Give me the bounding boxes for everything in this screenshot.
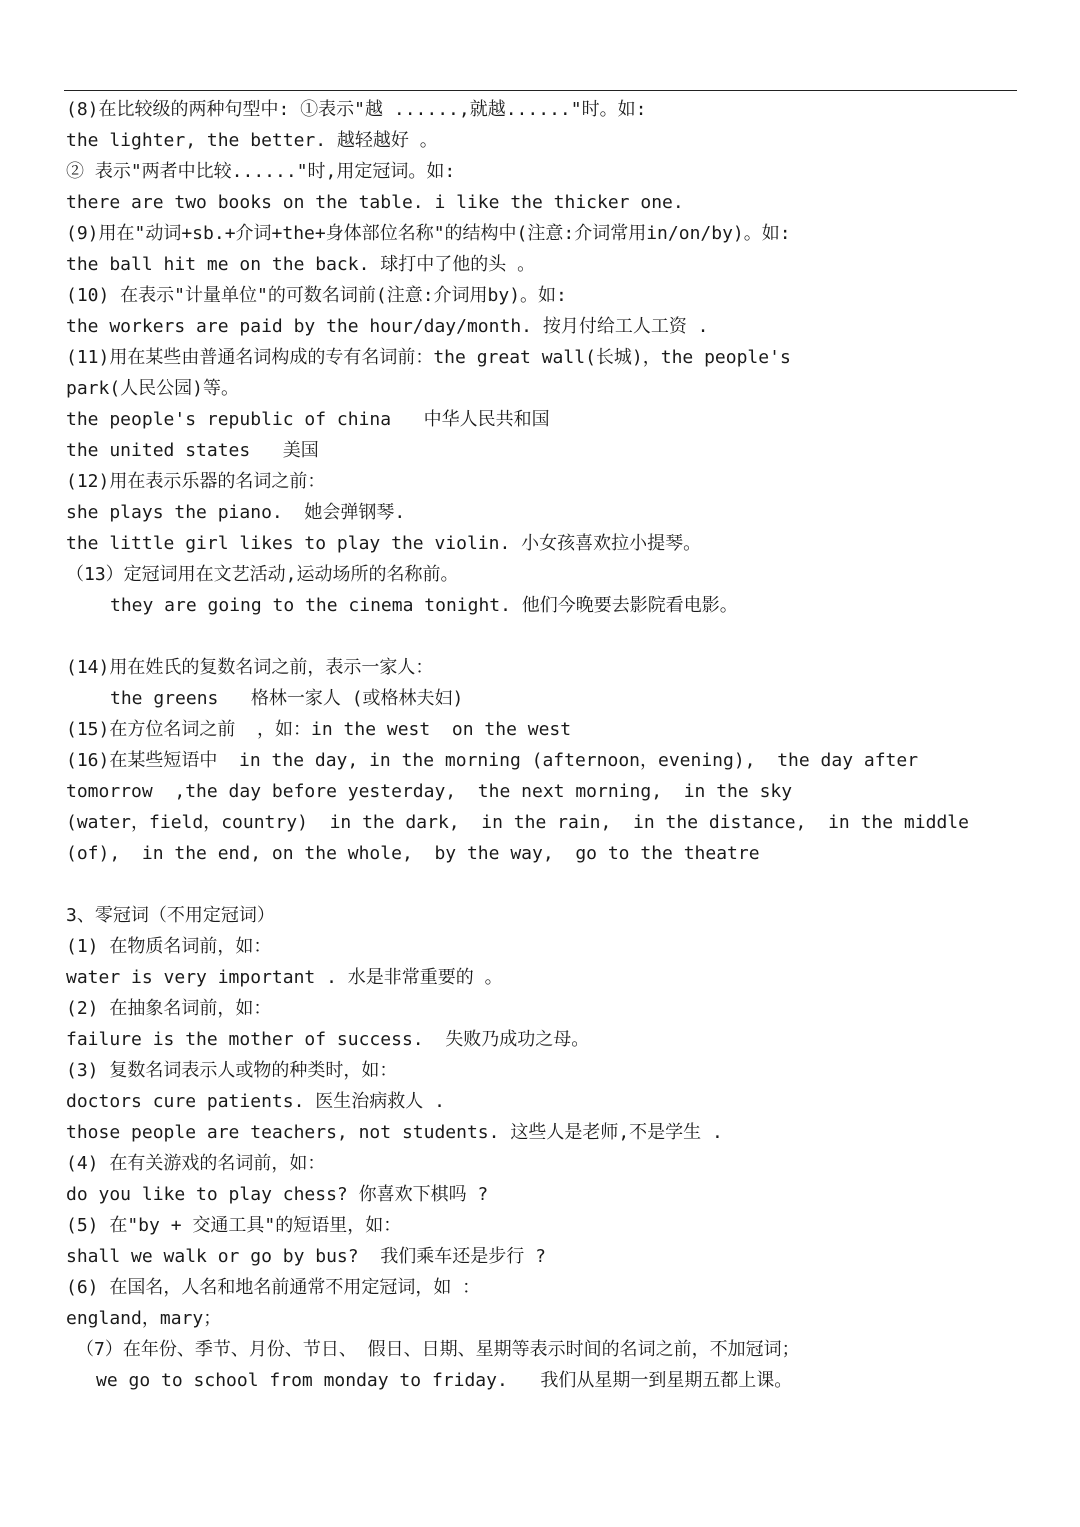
- text-line: (12)用在表示乐器的名词之前：: [66, 471, 326, 492]
- document-body: [66, 94, 1016, 1396]
- blank-line: [66, 869, 1016, 900]
- text-line: (15)在方位名词之前 ，如：in the west on the west: [66, 719, 572, 740]
- text-line: the greens 格林一家人 (或格林夫妇): [110, 688, 464, 709]
- text-line: doctors cure patients. 医生治病救人 .: [66, 1091, 445, 1112]
- text-line: do you like to play chess? 你喜欢下棋吗 ?: [66, 1184, 489, 1205]
- text-line: she plays the piano. 她会弹钢琴.: [66, 502, 406, 523]
- text-line: (4) 在有关游戏的名词前，如：: [66, 1153, 326, 1174]
- text-line: (11)用在某些由普通名词构成的专有名词前：the great wall(长城)，the people's: [66, 347, 791, 368]
- text-line: (6) 在国名，人名和地名前通常不用定冠词，如 ：: [66, 1277, 481, 1298]
- text-line: the little girl likes to play the violin. 小女孩喜欢拉小提琴。: [66, 533, 702, 554]
- text-line: they are going to the cinema tonight. 他们今晚要去影院看电影。: [110, 595, 738, 616]
- text-line: england，mary；: [66, 1308, 222, 1329]
- text-line: tomorrow ,the day before yesterday, the next morning, in the sky: [66, 781, 793, 802]
- text-line: ② 表示"两者中比较......"时,用定冠词。如:: [66, 161, 456, 182]
- text-line: （7）在年份、季节、月份、节日、 假日、日期、星期等表示时间的名词之前，不加冠词；: [76, 1339, 800, 1360]
- text-line: the united states 美国: [66, 440, 319, 461]
- text-line: there are two books on the table. i like the thicker one.: [66, 192, 684, 213]
- text-line: (1) 在物质名词前，如：: [66, 936, 272, 957]
- text-line: (8)在比较级的两种句型中: ①表示"越 ......,就越......"时。如:: [66, 99, 647, 120]
- blank-line: [66, 621, 1016, 652]
- text-line: 3、零冠词（不用定冠词）: [66, 905, 275, 926]
- text-line: (water，field，country) in the dark, in the rain, in the distance, in the middle: [66, 812, 969, 833]
- text-line: (14)用在姓氏的复数名词之前，表示一家人：: [66, 657, 434, 678]
- text-line: (3) 复数名词表示人或物的种类时，如：: [66, 1060, 398, 1081]
- text-line: (5) 在"by + 交通工具"的短语里，如：: [66, 1215, 402, 1236]
- text-line: the ball hit me on the back. 球打中了他的头 。: [66, 254, 536, 275]
- text-line: park(人民公园)等。: [66, 378, 240, 399]
- text-line: the lighter, the better. 越轻越好 。: [66, 130, 438, 151]
- text-line: (9)用在"动词+sb.+介词+the+身体部位名称"的结构中(注意:介词常用in/on/by)。如:: [66, 223, 791, 244]
- text-line: (of), in the end, on the whole, by the way, go to the theatre: [66, 843, 760, 864]
- text-line: failure is the mother of success. 失败乃成功之母。: [66, 1029, 590, 1050]
- text-line: we go to school from monday to friday. 我们从星期一到星期五都上课。: [96, 1370, 793, 1391]
- text-line: those people are teachers, not students. 这些人是老师,不是学生 .: [66, 1122, 723, 1143]
- text-line: (16)在某些短语中 in the day, in the morning (afternoon，evening), the day after: [66, 750, 919, 771]
- text-line: shall we walk or go by bus? 我们乘车还是步行 ?: [66, 1246, 546, 1267]
- text-line: (2) 在抽象名词前，如：: [66, 998, 272, 1019]
- text-line: (10) 在表示"计量单位"的可数名词前(注意:介词用by)。如:: [66, 285, 567, 306]
- text-line: water is very important . 水是非常重要的 。: [66, 967, 503, 988]
- text-line: the people's republic of china 中华人民共和国: [66, 409, 550, 430]
- text-line: the workers are paid by the hour/day/month. 按月付给工人工资 .: [66, 316, 709, 337]
- text-line: （13）定冠词用在文艺活动,运动场所的名称前。: [66, 564, 459, 585]
- header-rule: [64, 90, 1017, 91]
